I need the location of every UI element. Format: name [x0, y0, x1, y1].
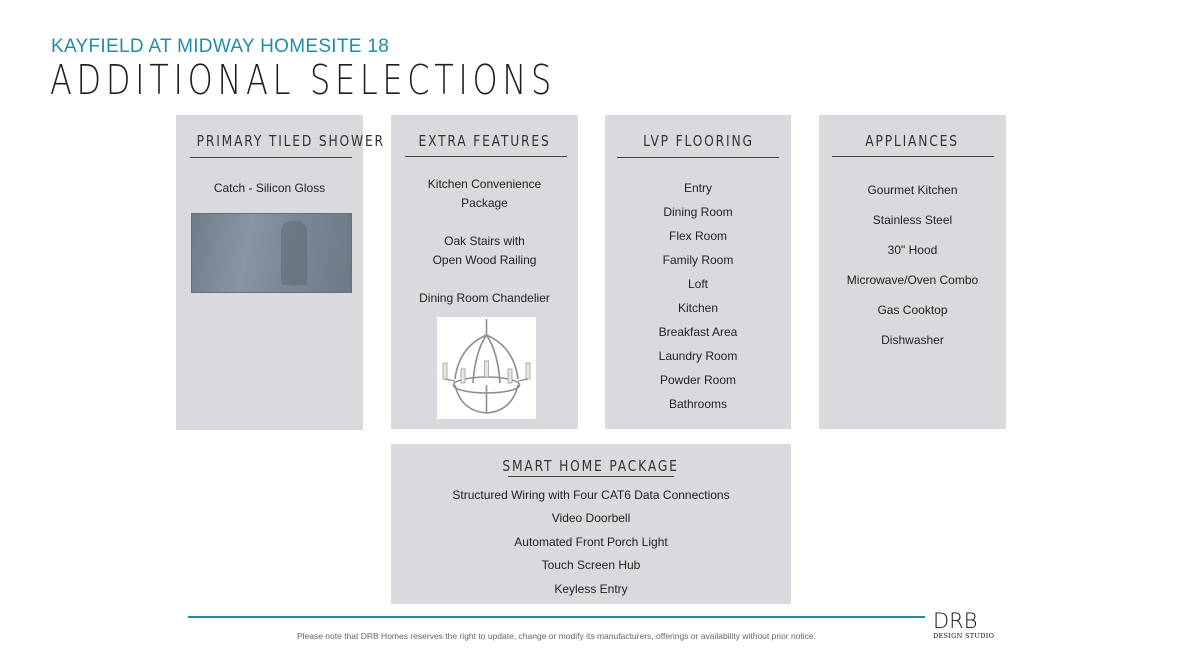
list-item: Family Room — [662, 253, 734, 267]
list-item: Keyless Entry — [554, 581, 628, 596]
list-item: Kitchen Convenience — [427, 177, 542, 191]
list-item: Dining Room Chandelier — [419, 291, 550, 305]
list-item: 30" Hood — [887, 243, 938, 257]
heading-divider — [405, 156, 567, 157]
disclaimer-text: Please note that DRB Homes reserves the right to update, change or modify its manufacturers, offerings or availability without prior notice. — [296, 631, 817, 641]
card-heading: PRIMARY TILED SHOWER — [196, 132, 385, 150]
footer-divider — [188, 616, 925, 618]
list-item: Flex Room — [668, 229, 727, 243]
logo-subtext: DESIGN STUDIO — [933, 632, 995, 640]
heading-divider — [617, 157, 779, 158]
card-lvp-flooring — [605, 115, 791, 429]
drb-design-studio-logo — [933, 609, 995, 644]
list-item: Open Wood Railing — [432, 253, 537, 267]
heading-divider — [508, 476, 674, 477]
card-heading: SMART HOME PACKAGE — [502, 457, 680, 475]
list-item: Stainless Steel — [872, 213, 953, 227]
heading-divider — [190, 157, 352, 158]
list-item: Oak Stairs with — [444, 234, 525, 248]
card-smart-home-package — [391, 444, 791, 604]
card-heading: LVP FLOORING — [642, 132, 754, 150]
chandelier-image — [437, 317, 536, 419]
list-item: Laundry Room — [658, 349, 738, 363]
list-item: Structured Wiring with Four CAT6 Data Connections — [452, 488, 730, 502]
list-item: Kitchen — [677, 301, 719, 315]
community-subtitle: KAYFIELD AT MIDWAY HOMESITE 18 — [51, 36, 390, 57]
card-heading: EXTRA FEATURES — [418, 132, 551, 150]
list-item: Bathrooms — [668, 397, 728, 411]
list-item: Dishwasher — [881, 333, 944, 347]
list-item: Catch - Silicon Gloss — [213, 181, 326, 195]
list-item: Powder Room — [659, 373, 737, 387]
logo-mark: DRB — [933, 609, 978, 633]
list-item: Microwave/Oven Combo — [846, 273, 979, 287]
card-extra-features — [391, 115, 578, 429]
list-item: Entry — [683, 181, 712, 195]
list-item: Package — [461, 196, 508, 210]
card-primary-tiled-shower — [176, 115, 385, 430]
list-item: Dining Room — [663, 205, 733, 219]
card-appliances — [819, 115, 1006, 429]
list-item: Video Doorbell — [551, 511, 631, 526]
list-item: Automated Front Porch Light — [514, 534, 668, 549]
heading-divider — [832, 156, 994, 157]
list-item: Gas Cooktop — [877, 303, 948, 317]
list-item: Gourmet Kitchen — [867, 183, 958, 197]
list-item: Loft — [687, 277, 708, 291]
card-heading: APPLIANCES — [865, 132, 960, 150]
list-item: Touch Screen Hub — [541, 558, 641, 573]
page-title: ADDITIONAL SELECTIONS — [50, 56, 556, 104]
list-item: Breakfast Area — [658, 325, 738, 339]
tile-swatch-image — [191, 213, 352, 293]
